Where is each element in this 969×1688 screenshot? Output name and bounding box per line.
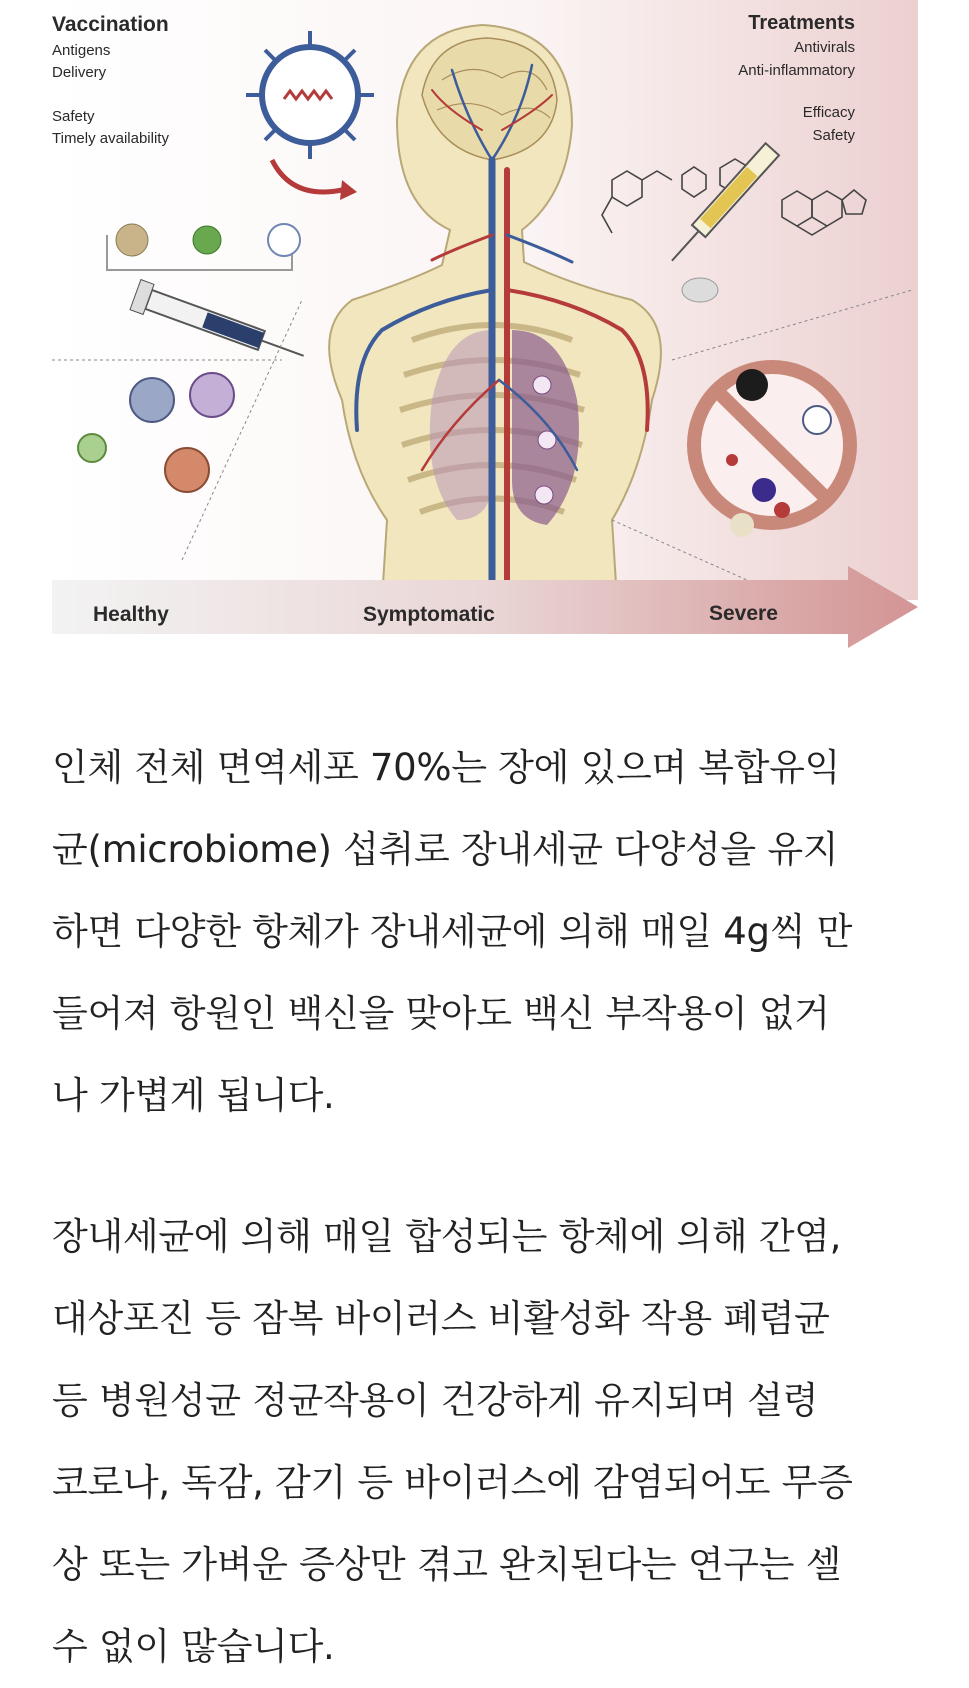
- article-paragraph-2: [52, 1196, 922, 1688]
- pill-icon: [682, 278, 718, 302]
- stage-symptomatic: Symptomatic: [363, 603, 495, 626]
- vaccination-criteria-availability: Timely availability: [52, 130, 169, 147]
- text-line: 하면 다양한 항체가 장내세균에 의해 매일 4g씩 만: [52, 910, 853, 953]
- vaccination-line-delivery: Delivery: [52, 64, 107, 81]
- text-line: 코로나, 독감, 감기 등 바이러스에 감염되어도 무증: [52, 1461, 853, 1504]
- text-line: 장내세균에 의해 매일 합성되는 항체에 의해 간염,: [52, 1215, 842, 1258]
- treatments-criteria-efficacy: Efficacy: [802, 104, 855, 121]
- vaccination-title: Vaccination: [52, 13, 169, 36]
- text-line: 인체 전체 면역세포 70%는 장에 있으며 복합유익: [52, 746, 841, 789]
- stage-healthy: Healthy: [93, 603, 169, 626]
- text-line: 대상포진 등 잠복 바이러스 비활성화 작용 폐렴균: [52, 1297, 830, 1340]
- vaccination-line-antigens: Antigens: [52, 42, 111, 59]
- stage-severe: Severe: [709, 602, 778, 625]
- covid-intervention-figure: [52, 0, 918, 676]
- text-line: 균(microbiome) 섭취로 장내세균 다양성을 유지: [52, 828, 839, 871]
- article-paragraph-1: [52, 727, 922, 1137]
- text-line: 들어져 항원인 백신을 맞아도 백신 부작용이 없거: [52, 992, 830, 1035]
- text-line: 수 없이 많습니다.: [52, 1625, 335, 1668]
- treatments-criteria-safety: Safety: [812, 127, 855, 144]
- vaccination-criteria-safety: Safety: [52, 108, 95, 125]
- treatments-title: Treatments: [748, 12, 855, 34]
- text-line: 상 또는 가벼운 증상만 겪고 완치된다는 연구는 셀: [52, 1543, 842, 1586]
- treatments-line-antivirals: Antivirals: [794, 39, 855, 56]
- treatments-line-antiinflammatory: Anti-inflammatory: [738, 62, 855, 79]
- virus-icon: [246, 31, 374, 159]
- text-line: 나 가볍게 됩니다.: [52, 1074, 335, 1117]
- text-line: 등 병원성균 정균작용이 건강하게 유지되며 설령: [52, 1379, 819, 1422]
